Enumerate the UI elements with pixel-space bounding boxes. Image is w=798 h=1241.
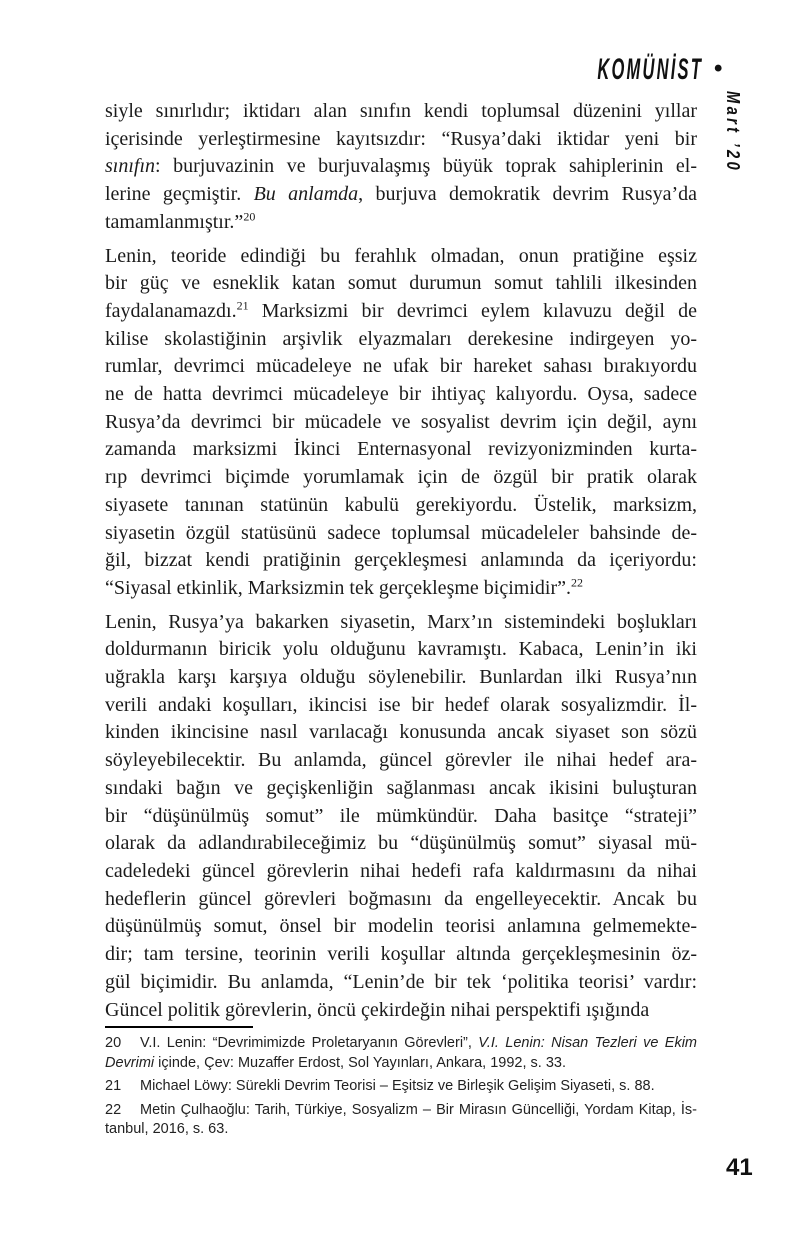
text-run: doldurmanın biricik yolu olduğunu kavramıştı. Kabaca, Lenin’in iki	[105, 638, 697, 661]
text-run: ne de hatta devrimci mücadeleye bir ihtiyaç kalıyordu. Oysa, sadece	[105, 383, 697, 406]
text-run: hedeflerin güncel görevleri boğmasını da engelleyecektir. Ancak bu	[105, 887, 697, 910]
footnote-number: 20	[105, 1035, 122, 1051]
text-run: , burjuva demokratik devrim Rusya’da	[358, 183, 697, 206]
text-line	[105, 209, 697, 237]
text-line	[105, 270, 697, 298]
footnotes	[105, 1034, 697, 1144]
text-run: içerisinde yerleştirmesine kayıtsızdır: “Rusya’daki iktidar yeni bir	[105, 127, 697, 150]
text-line	[105, 858, 697, 886]
text-line	[105, 609, 697, 637]
text-line	[105, 464, 697, 492]
body-text	[105, 98, 697, 1024]
text-run: tanbul, 2016, s. 63.	[105, 1121, 229, 1137]
text-line	[105, 886, 697, 914]
text-run: Metin Çulhaoğlu: Tarih, Türkiye, Sosyalizm – Bir Mirasın Güncelliği, Yordam Kitap, İs-	[140, 1101, 697, 1118]
text-run: verili andaki koşulları, ikincisi ise bir hedef olarak sosyalizmdir. İl-	[105, 693, 697, 716]
text-line	[105, 243, 697, 271]
text-run: cadeledeki güncel görevlerin nihai hedefi rafa kaldırmasını da nihai	[105, 859, 697, 882]
text-line	[105, 830, 697, 858]
page-number: 41	[726, 1154, 753, 1181]
text-run: sındaki bağın ve geçişkenliğin sağlanması ancak ikisini buluşturan	[105, 776, 697, 799]
footnote-item	[105, 1101, 697, 1140]
text-line	[105, 997, 697, 1025]
footnote-ref: 21	[236, 298, 249, 313]
text-run: “Siyasal etkinlik, Marksizmin tek gerçekleşme biçimidir”.	[105, 576, 571, 599]
text-line	[105, 1077, 697, 1097]
text-line	[105, 492, 697, 520]
footnote-item	[105, 1034, 697, 1073]
text-run: söyleyebilecektir. Bu anlamda, güncel görevler ile nihai hedef ara-	[105, 749, 697, 772]
text-run: siyasete tanınan statünün kabulü gerekiyordu. Üstelik, marksizm,	[105, 493, 697, 516]
footnote-number: 21	[105, 1078, 122, 1094]
text-line	[105, 381, 697, 409]
text-run: bir güç ve esneklik katan somut durumun somut tahlili ilkesinden	[105, 272, 697, 295]
text-run: Michael Löwy: Sürekli Devrim Teorisi – Eşitsiz ve Birleşik Gelişim Siyaseti, s. 88.	[140, 1078, 655, 1094]
text-run: Devrimi	[105, 1054, 155, 1071]
text-run: siyasetin özgül statüsünü sadece toplumsal mücadeleler bahsinde de-	[105, 521, 697, 544]
text-line	[105, 1120, 697, 1140]
text-line	[105, 126, 697, 154]
text-line	[105, 969, 697, 997]
footnote-item	[105, 1077, 697, 1097]
text-run: tamamlanmıştır.”	[105, 210, 244, 233]
text-run: zamanda marksizmi İkinci Enternasyonal revizyonizminden kurta-	[105, 438, 697, 461]
text-run: Lenin, Rusya’ya bakarken siyasetin, Marx’ın sistemindeki boşlukları	[105, 610, 697, 633]
text-run: V.I. Lenin: “Devrimimizde Proletaryanın Görevleri”,	[140, 1035, 479, 1051]
text-run: düşünülmüş somut, önsel bir modelin teorisi anlamına gelmemekte-	[105, 915, 697, 938]
text-run: V.I. Lenin: Nisan Tezleri ve Ekim	[478, 1035, 697, 1051]
text-line	[105, 747, 697, 775]
text-line	[105, 913, 697, 941]
text-line	[105, 181, 697, 209]
text-line	[105, 547, 697, 575]
text-run: lerine geçmiştir.	[105, 183, 254, 206]
text-run: : burjuvazinin ve burjuvalaşmış büyük toprak sahiplerinin el-	[155, 155, 697, 178]
text-run: rumlar, devrimci mücadeleye ne ufak bir hareket sahası bırakıyordu	[105, 355, 697, 378]
text-line	[105, 1034, 697, 1054]
text-run: içinde, Çev: Muzaffer Erdost, Sol Yayınları, Ankara, 1992, s. 33.	[154, 1054, 566, 1071]
footnote-ref: 22	[570, 575, 583, 590]
text-run: kinden ikincisine nasıl varılacağı konusunda ancak siyaset son sözü	[105, 721, 697, 744]
text-run: sınıfın	[105, 155, 156, 178]
text-line	[105, 409, 697, 437]
text-run: kilise skolastiğinin arşivlik elyazmaları derekesine indirgeyen yo-	[105, 327, 697, 350]
text-line	[105, 436, 697, 464]
text-line	[105, 1054, 697, 1074]
footnote-separator	[105, 1026, 253, 1028]
text-line	[105, 692, 697, 720]
text-line	[105, 353, 697, 381]
text-line	[105, 775, 697, 803]
text-run: Marksizmi bir devrimci eylem kılavuzu değil de	[248, 299, 697, 322]
text-run: Güncel politik görevlerin, öncü çekirdeğin nihai perspektifi ışığında	[105, 998, 650, 1021]
text-run: rıp devrimci biçimde yorumlamak için de özgül bir pratik olarak	[105, 466, 697, 489]
text-line	[105, 575, 697, 603]
text-run: gül biçimidir. Bu anlamda, “Lenin’de bir tek ‘politika teorisi’ vardır:	[105, 970, 697, 993]
text-run: faydalanamazdı.	[105, 299, 237, 322]
paragraph	[105, 609, 697, 1025]
paragraph	[105, 243, 697, 603]
footnote-number: 22	[105, 1101, 122, 1118]
text-line	[105, 803, 697, 831]
journal-title: KOMÜNİST	[597, 53, 703, 86]
text-run: Lenin, teoride edindiği bu ferahlık olmadan, onun pratiğine eşsiz	[105, 244, 697, 267]
text-run: uğrakla karşı karşıya olduğu söylenebilir. Bunlardan ilki Rusya’nın	[105, 666, 697, 689]
text-line	[105, 298, 697, 326]
text-run: bir “düşünülmüş somut” ile mümkündür. Daha basitçe “strateji”	[105, 804, 697, 827]
text-line	[105, 98, 697, 126]
text-line	[105, 941, 697, 969]
text-line	[105, 1101, 697, 1121]
issue-date: Mart ’20	[723, 91, 743, 174]
text-line	[105, 520, 697, 548]
text-run: siyle sınırlıdır; iktidarı alan sınıfın kendi toplumsal düzenini yıllar	[105, 100, 697, 122]
text-line	[105, 326, 697, 354]
bullet-icon: •	[714, 55, 723, 82]
text-line	[105, 153, 697, 181]
text-line	[105, 719, 697, 747]
text-run: Bu anlamda	[253, 183, 359, 206]
text-run: olarak da adlandırabileceğimiz bu “düşünülmüş somut” siyasal mü-	[105, 832, 697, 855]
text-run: ğil, bizzat kendi pratiğinin gerçekleşmesi anlamında da içeriyordu:	[105, 549, 697, 572]
paragraph	[105, 98, 697, 237]
footnote-ref: 20	[243, 209, 256, 224]
text-run: dir; tam tersine, teorinin verili koşullar altında gerçekleşmesinin öz-	[105, 943, 697, 966]
text-line	[105, 664, 697, 692]
text-run: Rusya’da devrimci bir mücadele ve sosyalist devrim için değil, aynı	[105, 410, 697, 433]
text-line	[105, 636, 697, 664]
